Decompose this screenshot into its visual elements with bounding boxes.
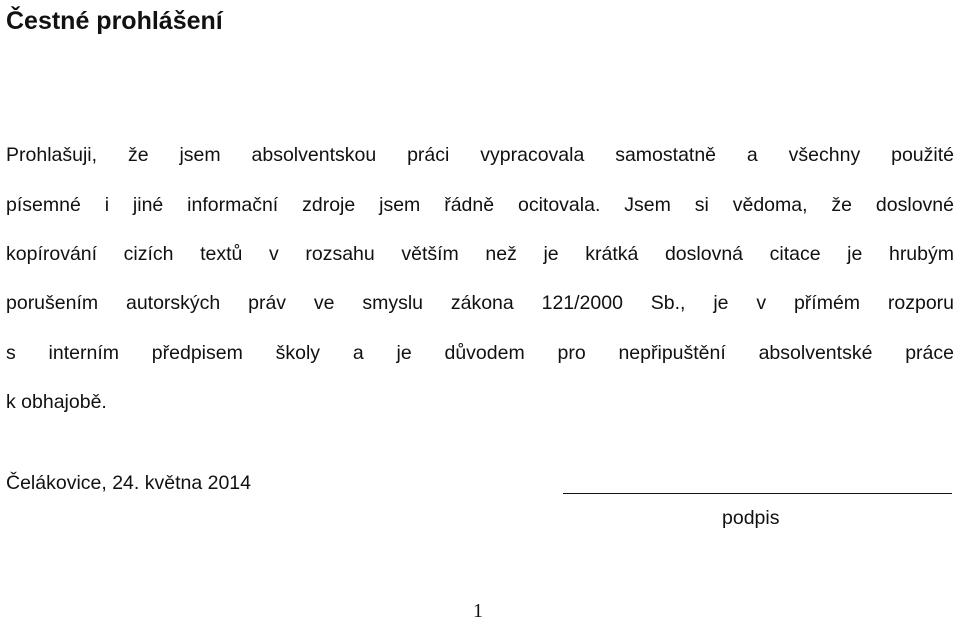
paragraph-line-2: písemné i jiné informační zdroje jsem řádně ocitovala. Jsem si vědoma, že doslovné: [6, 194, 954, 216]
paragraph-line-6: k obhajobě.: [6, 391, 107, 413]
paragraph-line-5: s interním předpisem školy a je důvodem pro nepřipuštění absolventské práce: [6, 342, 954, 364]
signature-line: [563, 493, 952, 495]
page-title: Čestné prohlášení: [6, 7, 223, 35]
place-and-date: Čelákovice, 24. května 2014: [6, 472, 251, 494]
page-number: 1: [473, 600, 483, 622]
signature-label: podpis: [722, 507, 780, 529]
paragraph-line-1: Prohlašuji, že jsem absolventskou práci vypracovala samostatně a všechny použité: [6, 144, 954, 166]
paragraph-line-4: porušením autorských práv ve smyslu zákona 121/2000 Sb., je v přímém rozporu: [6, 292, 954, 314]
paragraph-line-3: kopírování cizích textů v rozsahu větším než je krátká doslovná citace je hrubým: [6, 243, 954, 265]
